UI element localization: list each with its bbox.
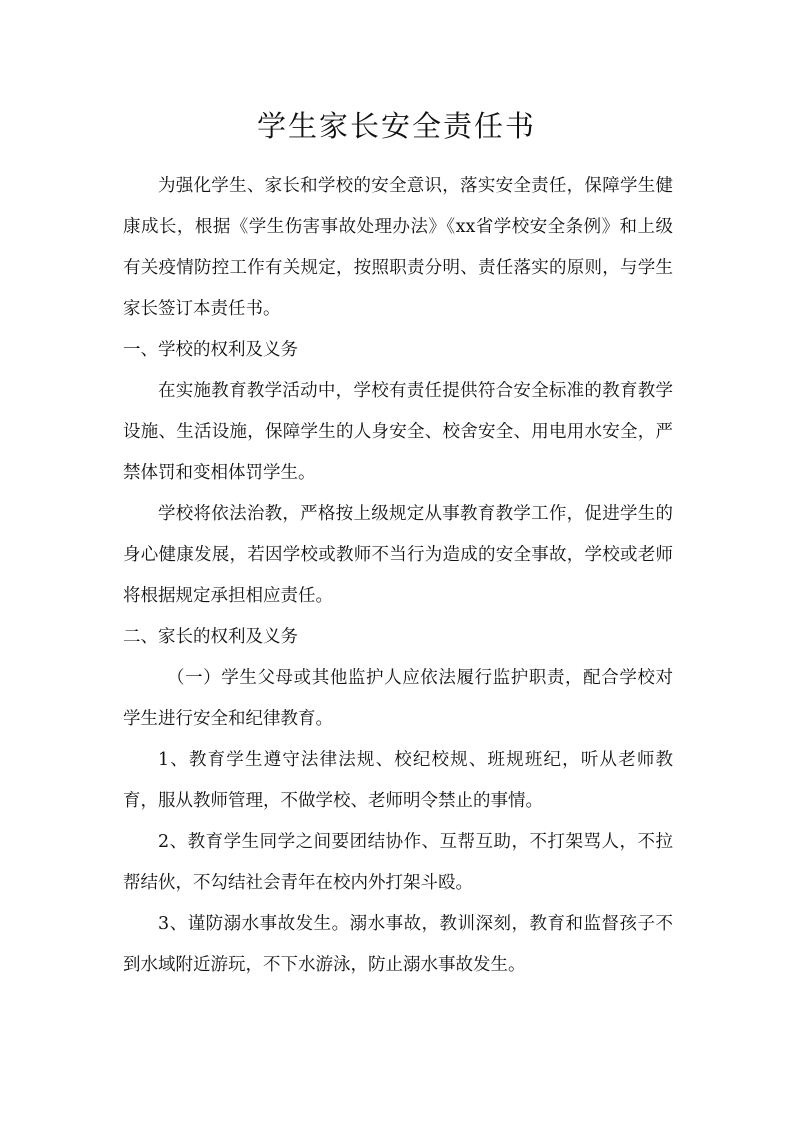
parent-duty-item-1: 1、教育学生遵守法律法规、校纪校规、班规班纪，听从老师教育，服从教师管理，不做学校、老师明令禁止的事情。	[123, 750, 673, 811]
section-heading-school: 一、学校的权利及义务	[123, 340, 298, 360]
parent-duty-item-3: 3、谨防溺水事故发生。溺水事故，教训深刻，教育和监督孩子不到水域附近游玩，不下水游泳，防止溺水事故发生。	[123, 914, 673, 975]
intro-paragraph: 为强化学生、家长和学校的安全意识，落实安全责任，保障学生健康成长，根据《学生伤害事故处理办法》《xx省学校安全条例》和上级有关疫情防控工作有关规定，按照职责分明、责任落实的原则，与学生家长签订本责任书。	[123, 176, 673, 319]
document-title: 学生家长安全责任书	[256, 109, 536, 143]
section-heading-parent: 二、家长的权利及义务	[123, 627, 298, 647]
document-body	[123, 166, 673, 986]
school-duty-paragraph-2: 学校将依法治教，严格按上级规定从事教育教学工作，促进学生的身心健康发展，若因学校或教师不当行为造成的安全事故，学校或老师将根据规定承担相应责任。	[123, 504, 673, 606]
school-duty-paragraph-1: 在实施教育教学活动中，学校有责任提供符合安全标准的教育教学设施、生活设施，保障学生的人身安全、校舍安全、用电用水安全，严禁体罚和变相体罚学生。	[123, 381, 673, 483]
parent-duty-item-2: 2、教育学生同学之间要团结协作、互帮互助，不打架骂人，不拉帮结伙，不勾结社会青年在校内外打架斗殴。	[123, 832, 673, 893]
parent-duty-subsection-1: （一）学生父母或其他监护人应依法履行监护职责，配合学校对学生进行安全和纪律教育。	[123, 668, 673, 729]
